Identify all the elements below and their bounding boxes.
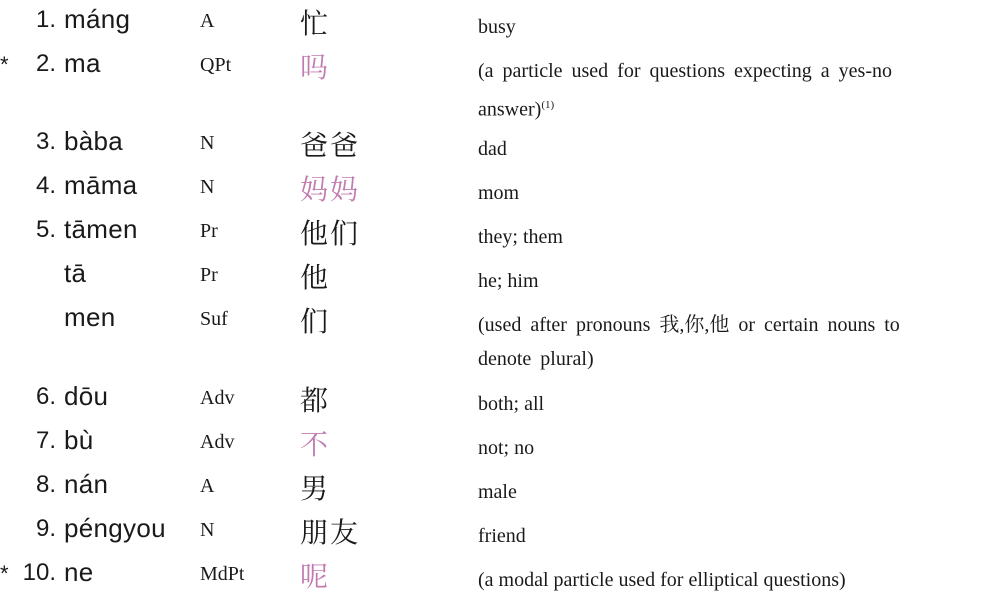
vocab-entry [0,557,1000,597]
entry-pinyin: tā [64,258,87,288]
entry-definition: (a modal particle used for elliptical questions) [478,569,846,591]
entry-characters: 他 [300,261,331,294]
entry-pinyin: máng [64,4,131,34]
vocab-entry [0,4,1000,44]
entry-definition: not; no [478,437,535,459]
entry-characters: 都 [300,384,331,417]
vocab-entry [0,469,1000,509]
entry-pinyin: bàba [64,126,124,156]
entry-number: 9. [35,515,56,542]
entry-definition [478,54,938,127]
entry-star: * [0,52,9,77]
entry-part-of-speech: QPt [200,54,232,76]
entry-definition: dad [478,138,507,160]
vocab-entry [0,302,1000,382]
entry-number: 5. [35,216,56,243]
entry-number: 8. [35,471,56,498]
entry-characters: 他们 [300,217,361,250]
entry-part-of-speech: MdPt [200,563,245,585]
entry-characters: 朋友 [300,516,361,549]
entry-definition: he; him [478,270,539,292]
entry-part-of-speech: N [200,519,215,541]
entry-definition: (used after pronouns 我,你,他 or certain nouns to denote plural) [478,314,900,370]
definition-text: (a particle used for questions expecting a yes-no answer) [478,60,892,121]
footnote-ref: (1) [541,99,555,111]
entry-characters: 忙 [300,7,331,40]
entry-part-of-speech: A [200,10,215,32]
entry-definition: mom [478,182,520,204]
entry-pinyin: tāmen [64,214,138,244]
entry-pinyin: bù [64,425,94,455]
entry-pinyin: dōu [64,381,109,411]
entry-characters: 呢 [300,560,331,593]
entry-part-of-speech: A [200,475,215,497]
entry-number: 2. [35,50,56,77]
entry-part-of-speech: N [200,176,215,198]
entry-part-of-speech: N [200,132,215,154]
entry-characters: 妈妈 [300,173,361,206]
entry-definition: busy [478,16,516,38]
entry-pinyin: péngyou [64,513,166,543]
entry-part-of-speech: Adv [200,387,235,409]
entry-pinyin: ne [64,557,94,587]
entry-pinyin: ma [64,48,101,78]
entry-characters: 吗 [300,51,331,84]
vocab-entry [0,126,1000,166]
entry-part-of-speech: Pr [200,264,218,286]
entry-definition: they; them [478,226,563,248]
entry-part-of-speech: Suf [200,308,228,330]
entry-characters: 爸爸 [300,129,361,162]
entry-pinyin: men [64,302,116,332]
entry-characters: 不 [300,428,331,461]
vocab-entry [0,425,1000,465]
vocab-entry [0,214,1000,254]
vocab-entry [0,513,1000,553]
entry-number: 10. [22,559,56,586]
entry-definition: both; all [478,393,545,415]
entry-part-of-speech: Adv [200,431,235,453]
entry-star: * [0,561,9,586]
vocab-entry [0,381,1000,421]
entry-definition: friend [478,525,526,547]
entry-number: 6. [35,383,56,410]
entry-number: 1. [35,6,56,33]
entry-characters: 男 [300,472,331,505]
entry-part-of-speech: Pr [200,220,218,242]
entry-definition: male [478,481,517,503]
vocab-entry [0,48,1000,128]
entry-pinyin: māma [64,170,138,200]
entry-number: 4. [35,172,56,199]
entry-pinyin: nán [64,469,109,499]
entry-number: 3. [35,128,56,155]
vocab-entry [0,258,1000,298]
vocab-entry [0,170,1000,210]
entry-characters: 们 [300,305,331,338]
entry-number: 7. [35,427,56,454]
